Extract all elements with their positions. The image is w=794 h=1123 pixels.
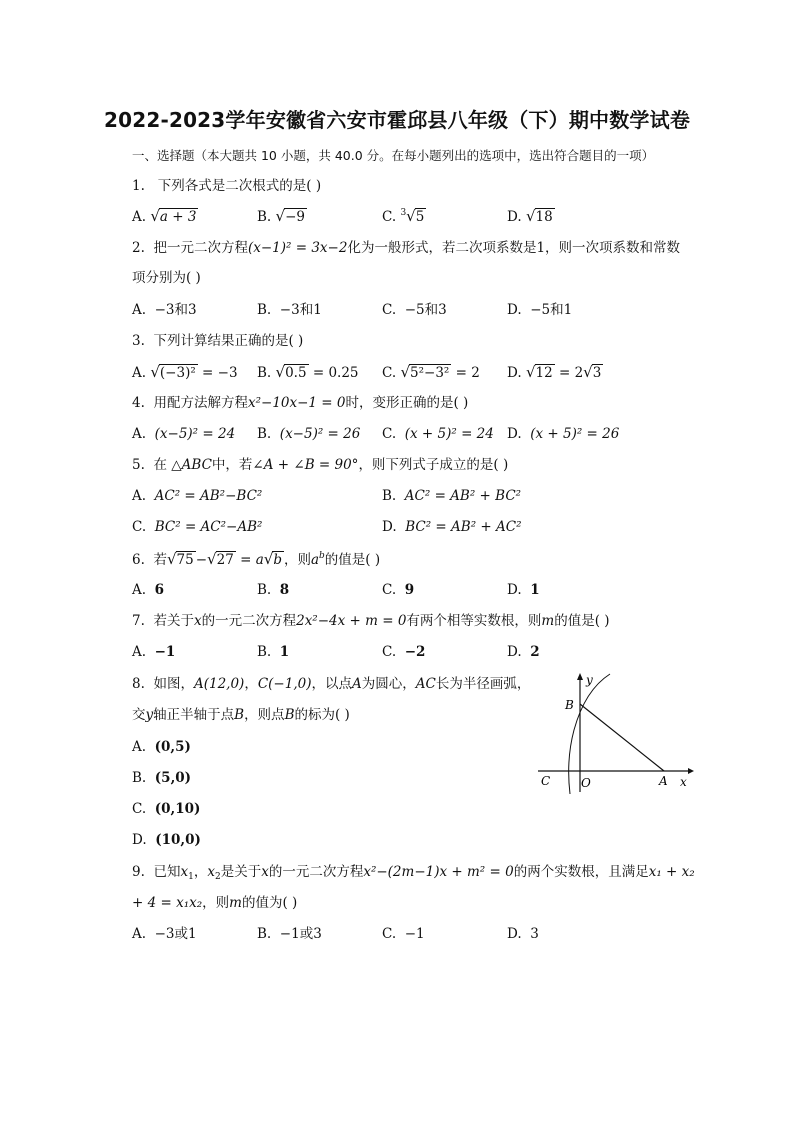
option-a: A. −1 (132, 644, 176, 660)
option-c: C. −2 (382, 644, 426, 660)
option-a: A. √a + 3 (132, 207, 197, 225)
option-d: D. 3 (507, 926, 539, 942)
question-1: 1. 下列各式是二次根式的是( ) (132, 178, 322, 194)
option-c: C. −5和3 (382, 302, 447, 318)
y-axis-arrow (577, 673, 583, 680)
question-9-line2: + 4 = x₁x₂，则m的值为( ) (132, 895, 298, 911)
option-a: A. √(−3)² = −3 (132, 363, 238, 381)
question-8: 8. 如图，A(12,0)，C(−1,0)，以点A为圆心，AC长为半径画弧， (132, 676, 531, 692)
option-c: C. 9 (382, 582, 415, 598)
option-d: D. −5和1 (507, 302, 573, 318)
option-b: B. −3和1 (257, 302, 322, 318)
question-3: 3. 下列计算结果正确的是( ) (132, 333, 304, 349)
option-a: A. −3或1 (132, 926, 197, 942)
option-d: D. √12 = 2√3 (507, 363, 602, 381)
label-x: x (680, 775, 687, 789)
option-c: C. (x + 5)² = 24 (382, 426, 494, 442)
option-c: C. BC² = AC²−AB² (132, 519, 263, 535)
option-d: D. √18 (507, 207, 553, 225)
option-a: A. 6 (132, 582, 165, 598)
question-2-line2: 项分别为( ) (132, 270, 201, 286)
option-b: B. √−9 (257, 207, 305, 225)
option-c: C. −1 (382, 926, 425, 942)
segment-ab (580, 704, 664, 771)
label-b: B (565, 698, 574, 712)
x-axis-arrow (688, 768, 694, 774)
section-heading: 一、选择题（本大题共 10 小题，共 40.0 分。在每小题列出的选项中，选出符合题目的一项） (132, 148, 655, 163)
option-d: D. 2 (507, 644, 540, 660)
option-b: B. (x−5)² = 26 (257, 426, 361, 442)
question-7: 7. 若关于x的一元二次方程2x²−4x + m = 0有两个相等实数根，则m的值是( ) (132, 613, 610, 629)
label-o: O (581, 776, 591, 790)
question-6: 6. 若√75 −√27 = a√b ，则$a^b$的值是( ) (132, 550, 381, 568)
page-title: 2022-2023学年安徽省六安市霍邱县八年级（下）期中数学试卷 (103, 108, 691, 132)
option-a: A. −3和3 (132, 302, 197, 318)
option-d: D. (x + 5)² = 26 (507, 426, 620, 442)
question-8-line2: 交y轴正半轴于点B，则点B的标为( ) (132, 707, 350, 723)
question-2: 2. 把一元二次方程(x−1)² = 3x−2化为一般形式，若二次项系数是1，则一次项系数和常数 (132, 240, 681, 256)
option-a: A. AC² = AB²−BC² (132, 488, 263, 504)
option-c: C. $^3$√5 (382, 207, 425, 225)
option-d: D. (10,0) (132, 832, 201, 848)
option-c: C. √5²−3² = 2 (382, 363, 480, 381)
option-b: B. √0.5 = 0.25 (257, 363, 359, 381)
question-8-figure (530, 670, 700, 795)
option-b: B. 1 (257, 644, 290, 660)
question-5: 5. 在 △ABC中，若∠A + ∠B = 90°，则下列式子成立的是( ) (132, 457, 509, 473)
question-9: 9. 已知$x_1$，$x_2$是关于x的一元二次方程x²−(2m−1)x + m² = 0的两个实数根，且满足x₁ + x₂ (132, 864, 695, 882)
option-b: B. AC² = AB² + BC² (382, 488, 522, 504)
option-a: A. (0,5) (132, 739, 191, 755)
label-y: y (586, 673, 593, 687)
label-a: A (659, 774, 668, 788)
option-b: B. 8 (257, 582, 290, 598)
option-a: A. (x−5)² = 24 (132, 426, 236, 442)
option-d: D. BC² = AB² + AC² (382, 519, 522, 535)
question-4: 4. 用配方法解方程x²−10x−1 = 0时，变形正确的是( ) (132, 395, 469, 411)
option-c: C. (0,10) (132, 801, 201, 817)
option-d: D. 1 (507, 582, 540, 598)
label-c: C (541, 774, 551, 788)
option-b: B. −1或3 (257, 926, 322, 942)
option-b: B. (5,0) (132, 770, 192, 786)
